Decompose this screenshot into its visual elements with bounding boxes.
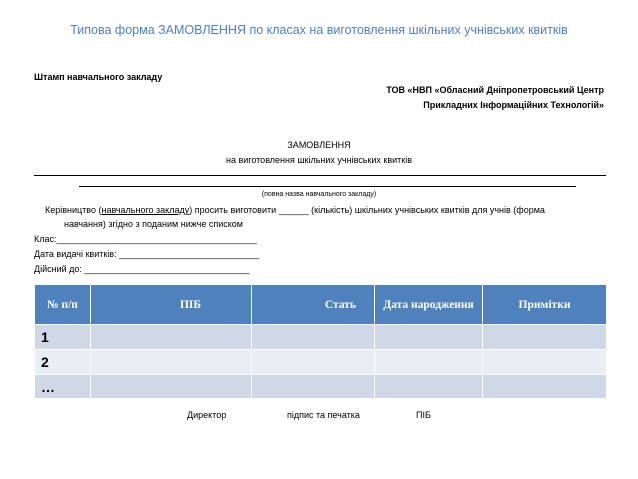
cell-pib[interactable] [91, 375, 252, 399]
cell-notes[interactable] [483, 375, 607, 399]
cell-pib[interactable] [91, 325, 252, 350]
school-name-line-1 [34, 175, 606, 176]
order-body-line-1 [45, 205, 545, 215]
row-number: 2 [35, 350, 91, 375]
order-body-prefix: Керівництво ( [45, 205, 102, 215]
school-name-line-2 [79, 186, 576, 187]
row-number: 1 [35, 325, 91, 350]
students-table [34, 284, 607, 399]
col-header-number: № п/п [35, 285, 91, 325]
order-body-line-2: навчання) згідно з поданим нижче списком [64, 219, 243, 229]
cell-birthdate[interactable] [375, 325, 483, 350]
document-title: Типова форма ЗАМОВЛЕННЯ по класах на виготовлення шкільних учнівських квитків [70, 23, 568, 37]
table-row [35, 375, 607, 399]
table-row [35, 325, 607, 350]
signature-stamp-label: підпис та печатка [287, 410, 360, 420]
stamp-label: Штамп навчального закладу [34, 72, 163, 82]
school-link[interactable]: навчального закладу [101, 205, 190, 215]
col-header-pib: ПІБ [91, 285, 252, 325]
valid-until-field[interactable]: Дійсний до: _________________________________ [34, 264, 250, 274]
cell-sex[interactable] [252, 375, 375, 399]
col-header-sex: Стать [252, 285, 375, 325]
cell-notes[interactable] [483, 350, 607, 375]
cell-birthdate[interactable] [375, 375, 483, 399]
recipient-line-1: ТОВ «НВП «Обласний Дніпропетровський Центр [386, 85, 604, 95]
class-field[interactable]: Клас:________________________________________ [34, 234, 257, 244]
cell-sex[interactable] [252, 325, 375, 350]
cell-sex[interactable] [252, 350, 375, 375]
cell-birthdate[interactable] [375, 350, 483, 375]
col-header-birthdate: Дата народження [375, 285, 483, 325]
cell-pib[interactable] [91, 350, 252, 375]
pib-label: ПІБ [416, 410, 431, 420]
order-heading: ЗАМОВЛЕННЯ [287, 140, 351, 150]
order-body-rest: ) просить виготовити ______ (кількість) шкільних учнівських квитків для учнів (форма [189, 205, 545, 215]
col-header-notes: Примітки [483, 285, 607, 325]
issue-date-field[interactable]: Дата видачі квитків: ____________________________ [34, 249, 260, 259]
table-header-row [35, 285, 607, 325]
school-name-hint: (повна назва навчального закладу) [261, 191, 377, 198]
table-row [35, 350, 607, 375]
director-label: Директор [187, 410, 227, 420]
recipient-line-2: Прикладних Інформаційних Технологій» [423, 100, 604, 110]
cell-notes[interactable] [483, 325, 607, 350]
row-number: … [35, 375, 91, 399]
order-subheading: на виготовлення шкільних учнівських квитків [225, 155, 413, 165]
